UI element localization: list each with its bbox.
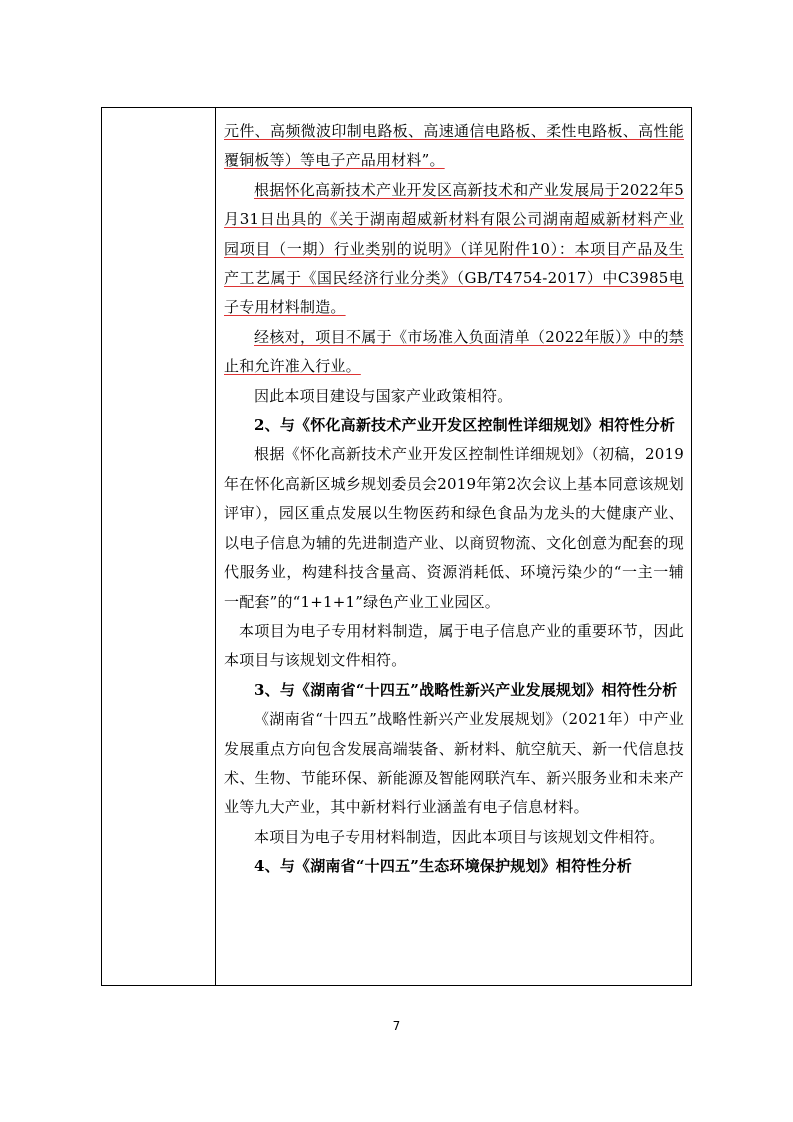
table-cell-content <box>224 117 684 882</box>
paragraph-7: 本项目为电子专用材料制造，属于电子信息产业的重要环节，因此本项目与该规划文件相符。 <box>224 621 684 670</box>
section-heading-2: 2、与《怀化高新技术产业开发区控制性详细规划》相符性分析 <box>254 416 676 435</box>
content-table <box>101 107 692 986</box>
paragraph-10: 本项目为电子专用材料制造，因此本项目与该规划文件相符。 <box>254 827 665 846</box>
paragraph-2: 根据怀化高新技术产业开发区高新技术和产业发展局于2022年5月31日出具的《关于湖南超威新材料有限公司湖南超威新材料产业园项目（一期）行业类别的说明》（详见附件10）：本项目产品及生产工艺属于《国民经济行业分类》（GB/T4754-2017）中C3985电子专用材料制造。 <box>224 180 684 317</box>
section-heading-3: 3、与《湖南省“十四五”战略性新兴产业发展规划》相符性分析 <box>254 680 678 699</box>
paragraph-4: 因此本项目建设与国家产业政策相符。 <box>254 386 513 405</box>
section-heading-4: 4、与《湖南省“十四五”生态环境保护规划》相符性分析 <box>254 857 632 876</box>
paragraph-3: 经核对，项目不属于《市场准入负面清单（2022年版）》中的禁止和允许准入行业。 <box>224 327 684 376</box>
paragraph-6: 根据《怀化高新技术产业开发区控制性详细规划》（初稿，2019年在怀化高新区城乡规划委员会2019年第2次会议上基本同意该规划评审），园区重点发展以生物医药和绿色食品为龙头的大健康产业、以电子信息为辅的先进制造产业、以商贸物流、文化创意为配套的现代服务业，构建科技含量高、资源消耗低、环境污染少的“一主一辅一配套”的“1+1+1”绿色产业工业园区。 <box>224 445 684 611</box>
paragraph-1: 元件、高频微波印制电路板、高速通信电路板、柔性电路板、高性能覆铜板等）等电子产品用材料”。 <box>224 122 684 170</box>
page-number: 7 <box>392 1019 401 1033</box>
column-divider <box>215 108 216 985</box>
paragraph-9: 《湖南省“十四五”战略性新兴产业发展规划》（2021年）中产业发展重点方向包含发展高端装备、新材料、航空航天、新一代信息技术、生物、节能环保、新能源及智能网联汽车、新兴服务业和未来产业等九大产业，其中新材料行业涵盖有电子信息材料。 <box>224 710 684 817</box>
